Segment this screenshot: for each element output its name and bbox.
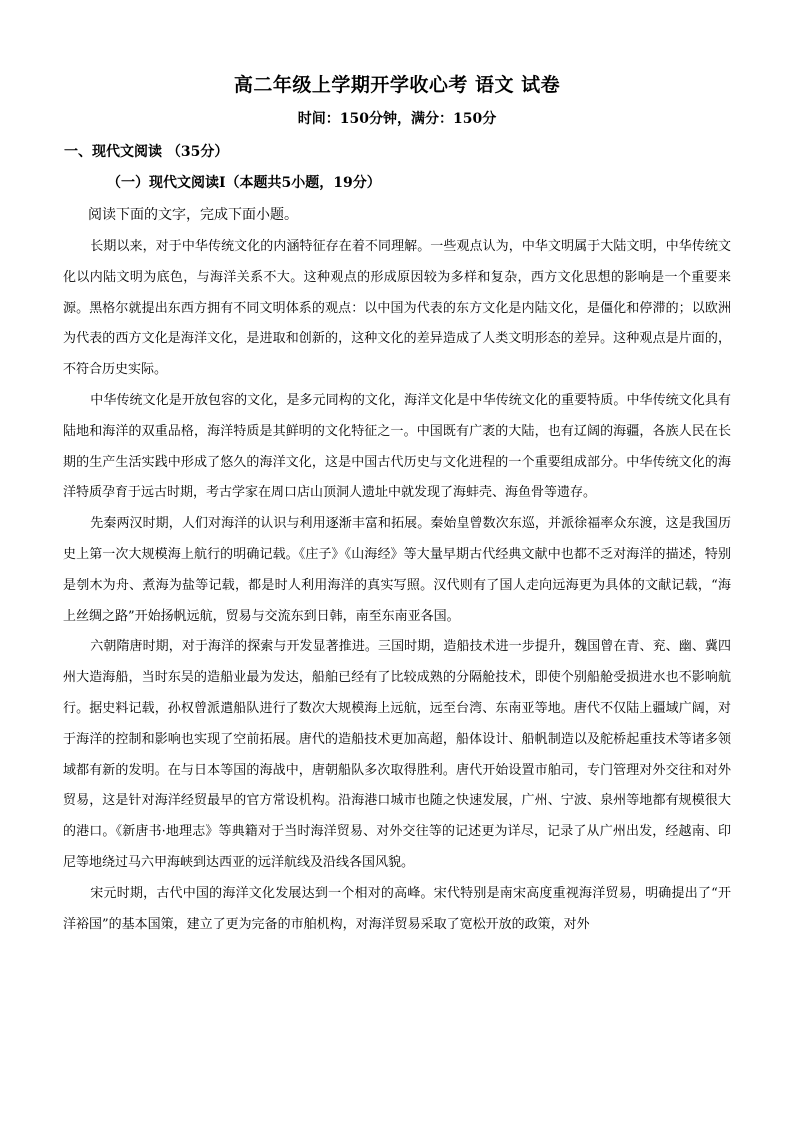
passage-paragraph-4: 六朝隋唐时期，对于海洋的探索与开发显著推进。三国时期，造船技术进一步提升，魏国曾在青、兖、幽、冀四州大造海船，当时东吴的造船业最为发达，船舶已经有了比较成熟的分隔舱技术，即使个别船舱受损进水也不影响航行。据史料记载，孙权曾派遣船队进行了数次大规模海上远航，远至台湾、东南亚等地。唐代不仅陆上疆域广阔，对于海洋的控制和影响也实现了空前拓展。唐代的造船技术更加高超，船体设计、船帆制造以及舵桥起重技术等诸多领域都有新的发明。在与日本等国的海战中，唐朝船队多次取得胜利。唐代开始设置市舶司，专门管理对外交往和对外贸易，这是针对海洋经贸最早的官方常设机构。沿海港口城市也随之快速发展，广州、宁波、泉州等地都有规模很大的港口。《新唐书·地理志》等典籍对于当时海洋贸易、对外交往等的记述更为详尽，记录了从广州出发，经越南、印尼等地绕过马六甲海峡到达西亚的远洋航线及沿线各国风貌。 [63,639,731,870]
reading-instruction: 阅读下面的文字，完成下面小题。 [88,207,298,223]
passage-paragraph-2: 中华传统文化是开放包容的文化，是多元同构的文化，海洋文化是中华传统文化的重要特质。中华传统文化具有陆地和海洋的双重品格，海洋特质是其鲜明的文化特征之一。中国既有广袤的大陆，也有辽阔的海疆，各族人民在长期的生产生活实践中形成了悠久的海洋文化，这是中国古代历史与文化进程的一个重要组成部分。中华传统文化的海洋特质孕育于远古时期，考古学家在周口店山顶洞人遗址中就发现了海蚌壳、海鱼骨等遗存。 [63,392,731,501]
passage-paragraph-5: 宋元时期，古代中国的海洋文化发展达到一个相对的高峰。宋代特别是南宋高度重视海洋贸易，明确提出了“开洋裕国”的基本国策，建立了更为完备的市舶机构，对海洋贸易采取了宽松开放的政策，对外 [63,885,731,932]
reading-passage [63,232,731,940]
exam-title: 高二年级上学期开学收心考 语文 试卷 [233,74,561,96]
passage-paragraph-3: 先秦两汉时期，人们对海洋的认识与利用逐渐丰富和拓展。秦始皇曾数次东巡，并派徐福率众东渡，这是我国历史上第一次大规模海上航行的明确记载。《庄子》《山海经》等大量早期古代经典文献中也都不乏对海洋的描述，特别是刳木为舟、煮海为盐等记载，都是时人利用海洋的真实写照。汉代则有了国人走向远海更为具体的文献记载，“海上丝绸之路”开始扬帆远航，贸易与交流东到日韩，南至东南亚各国。 [63,516,731,624]
section-heading: 一、现代文阅读 （35分） [64,144,229,160]
subsection-heading: （一）现代文阅读Ⅰ（本题共5小题，19分） [107,175,381,191]
passage-paragraph-1: 长期以来，对于中华传统文化的内涵特征存在着不同理解。一些观点认为，中华文明属于大陆文明，中华传统文化以内陆文明为底色，与海洋关系不大。这种观点的形成原因较为多样和复杂，西方文化思想的影响是一个重要来源。黑格尔就提出东西方拥有不同文明体系的观点：以中国为代表的东方文化是内陆文化，是僵化和停滞的；以欧洲为代表的西方文化是海洋文化，是进取和创新的，这种文化的差异造成了人类文明形态的差异。这种观点是片面的，不符合历史实际。 [63,239,731,378]
exam-time-and-score: 时间：150分钟，满分：150分 [297,111,497,127]
